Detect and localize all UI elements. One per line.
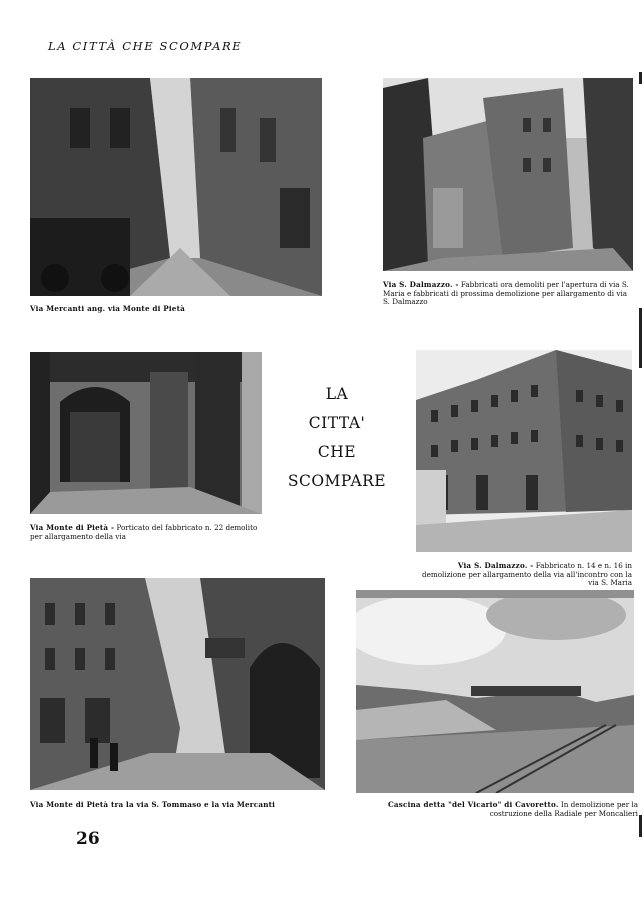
caption-lead: Via Monte di Pietà -: [30, 523, 115, 532]
center-title-line: CHE: [317, 443, 357, 461]
caption-cascina-del-vicario: [356, 801, 638, 818]
caption-lead: Via S. Dalmazzo. -: [457, 561, 534, 570]
photo-via-monte-di-pieta-street: [30, 578, 325, 790]
caption-portico-via-monte-di-pieta: [30, 524, 266, 541]
page-edge-mark: [639, 815, 642, 837]
page-edge-mark: [639, 308, 642, 368]
center-title-line: SCOMPARE: [287, 472, 387, 490]
caption-lead: Cascina detta "del Vicario" di Cavoretto.: [387, 800, 559, 809]
photo-portico-via-monte-di-pieta: [30, 352, 262, 514]
center-title-line: CITTA': [308, 414, 366, 432]
caption-lead: Via Mercanti ang. via Monte di Pietà: [30, 304, 185, 313]
center-title: [282, 380, 392, 496]
caption-text: Fabbricato n. 14 e n. 16 in demolizione per allargamento della via all'incontro con la via S. Maria: [422, 561, 632, 588]
caption-via-monte-di-pieta-street: [30, 801, 330, 810]
caption-text: Porticato del fabbricato n. 22 demolito per allargamento della via: [30, 523, 258, 541]
caption-lead: Via S. Dalmazzo. -: [383, 280, 459, 289]
running-head: LA CITTÀ CHE SCOMPARE: [48, 39, 243, 53]
caption-building-via-s-dalmazzo: [416, 562, 632, 588]
caption-text: Fabbricati ora demoliti per l'apertura di via S. Maria e fabbricati di prossima demolizione per allargamento di via S. Dalmazzo: [383, 280, 629, 307]
page-edge-mark: [639, 72, 642, 84]
caption-via-s-dalmazzo-demolition: [383, 281, 633, 307]
caption-text: In demolizione per la costruzione della Radiale per Moncalieri: [489, 800, 638, 818]
center-title-line: LA: [325, 385, 349, 403]
page-number: 26: [76, 829, 100, 849]
caption-lead: Via Monte di Pietà tra la via S. Tommaso e la via Mercanti: [30, 800, 276, 809]
photo-building-via-s-dalmazzo: [416, 350, 632, 552]
photo-cascina-del-vicario: [356, 590, 634, 793]
photo-via-mercanti: [30, 78, 322, 296]
photo-via-s-dalmazzo-demolition: [383, 78, 633, 271]
caption-via-mercanti: [30, 305, 322, 314]
